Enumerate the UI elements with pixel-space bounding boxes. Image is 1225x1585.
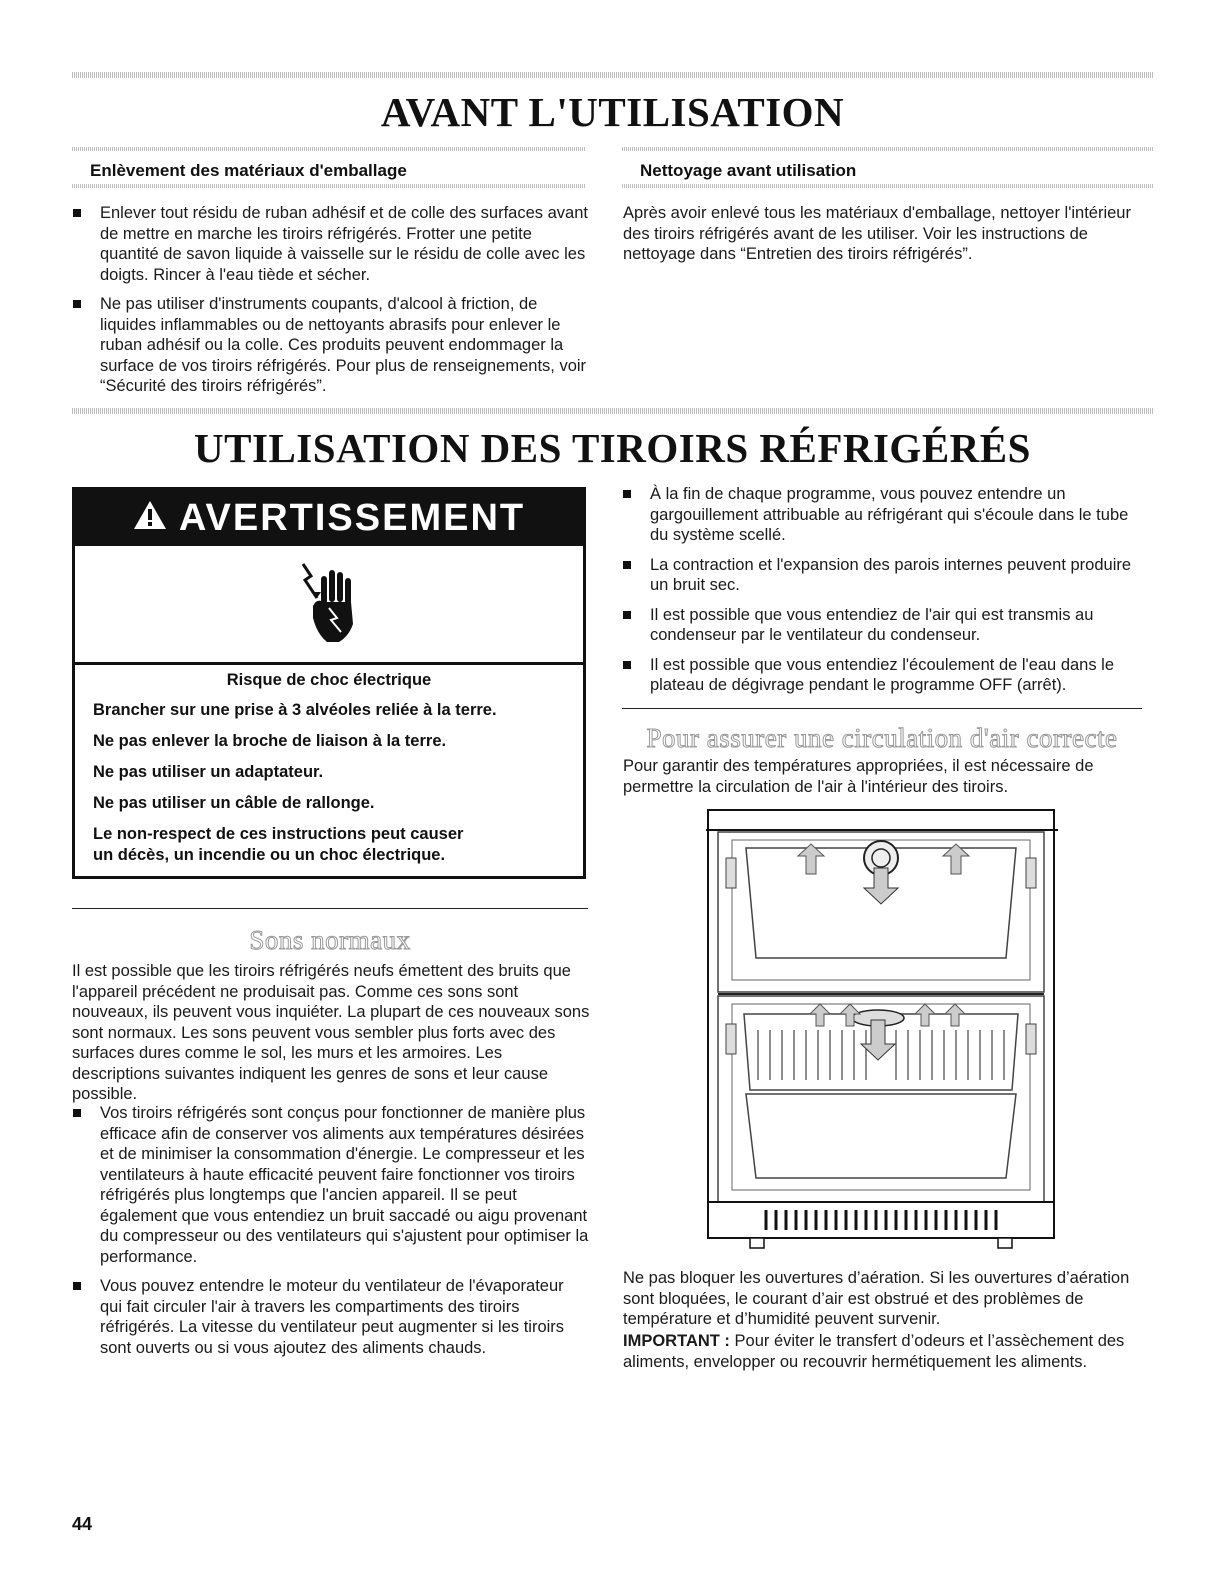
airflow-after: Ne pas bloquer les ouvertures d’aération. Si les ouvertures d’aération sont bloquées, le courant d’air est obstrué et des problèmes de température et d’humidité peuvent survenir. <box>623 1269 1130 1328</box>
warning-triangle-icon <box>133 497 167 540</box>
section-title-utilisation: UTILISATION DES TIROIRS RÉFRIGÉRÉS <box>194 425 1031 471</box>
heading-nettoyage: Nettoyage avant utilisation <box>640 161 857 180</box>
left-heading-rule-bottom <box>72 184 586 188</box>
airflow-intro: Pour garantir des températures appropriées, il est nécessaire de permettre la circulation de l'air à l'intérieur des tiroirs. <box>623 757 1094 796</box>
electric-shock-hand-icon <box>299 562 361 653</box>
nettoyage-text: Après avoir enlevé tous les matériaux d'emballage, nettoyer l'intérieur des tiroirs réfrigérés avant de les utiliser. Voir les instructions de nettoyage dans “Entretien des tiroirs réfrigérés”. <box>623 204 1131 263</box>
list-item: Ne pas utiliser d'instruments coupants, d'alcool à friction, de liquides inflammables ou de nettoyants abrasifs pour enlever le ruban adhésif ou la colle. Ces produits peuvent endommager la surface de vos tiroirs réfrigérés. Pour plus de renseignements, voir “Sécurité des tiroirs réfrigérés”. <box>72 294 592 397</box>
list-item: Il est possible que vous entendiez l'écoulement de l'eau dans le plateau de dégivrage pendant le programme OFF (arrêt). <box>622 655 1147 696</box>
warning-box <box>72 487 586 879</box>
page-number: 44 <box>72 1514 93 1534</box>
warning-separator <box>75 662 583 665</box>
warning-line: Ne pas utiliser un adaptateur. <box>93 763 324 781</box>
warning-label: AVERTISSEMENT <box>178 496 526 539</box>
list-item: Il est possible que vous entendiez de l'air qui est transmis au condenseur par le ventilateur du condenseur. <box>622 605 1147 646</box>
sons-rule <box>72 908 588 909</box>
warning-risk: Risque de choc électrique <box>226 671 432 689</box>
bullet-icon <box>73 1109 81 1117</box>
warning-header <box>75 490 583 546</box>
bullet-icon <box>623 661 631 669</box>
bullet-icon <box>73 300 81 308</box>
refrigerated-drawers-illustration <box>706 808 1058 1255</box>
warning-line: Ne pas utiliser un câble de rallonge. <box>93 794 375 812</box>
right-heading-rule-bottom <box>622 184 1154 188</box>
section-title-avant: AVANT L'UTILISATION <box>380 89 845 135</box>
list-item: Enlever tout résidu de ruban adhésif et de colle des surfaces avant de mettre en marche les tiroirs réfrigérés. Frotter une petite quantité de savon liquide à vaisselle sur le résidu de colle avec les doigts. Rincer à l'eau tiède et sécher. <box>72 203 592 285</box>
important-text: Pour éviter le transfert d’odeurs et l’assèchement des aliments, envelopper ou recouvrir hermétiquement les aliments. <box>623 1332 1125 1371</box>
warning-consequence: Le non-respect de ces instructions peut causer <box>93 825 464 843</box>
list-item: Vos tiroirs réfrigérés sont conçus pour fonctionner de manière plus efficace afin de conserver vos aliments aux températures désirées et de minimiser la consommation d'énergie. Le compresseur et les ventilateurs à haute efficacité peuvent faire fonctionner vos tiroirs réfrigérés plus longtemps que l'ancien appareil. Il se peut également que vous entendiez un bruit saccadé ou aigu provenant du compresseur ou des ventilateurs qui s'ajustent pour optimiser la performance. <box>72 1103 590 1267</box>
warning-line: Ne pas enlever la broche de liaison à la terre. <box>93 732 447 750</box>
emballage-list <box>72 203 592 406</box>
bullet-icon <box>623 611 631 619</box>
bullet-icon <box>623 561 631 569</box>
airflow-important <box>623 1331 1143 1372</box>
important-label: IMPORTANT : <box>623 1332 730 1350</box>
list-item: Vous pouvez entendre le moteur du ventilateur de l'évaporateur qui fait circuler l'air à travers les compartiments des tiroirs réfrigérés. La vitesse du ventilateur peut augmenter si les tiroirs sont ouverts ou si vous ajoutez des aliments chauds. <box>72 1276 590 1358</box>
airflow-rule <box>622 708 1142 709</box>
list-item: À la fin de chaque programme, vous pouvez entendre un gargouillement attribuable au réfrigérant qui s'écoule dans le tube du système scellé. <box>622 484 1147 546</box>
section2-rule <box>72 408 1154 414</box>
left-heading-rule-top <box>72 147 586 151</box>
warning-consequence: un décès, un incendie ou un choc électrique. <box>93 846 446 864</box>
heading-emballage: Enlèvement des matériaux d'emballage <box>90 161 407 180</box>
top-rule <box>72 72 1154 78</box>
heading-circulation-air: Pour assurer une circulation d'air correcte <box>646 723 1118 753</box>
sons-list <box>72 1103 590 1367</box>
bullet-icon <box>73 209 81 217</box>
right-heading-rule-top <box>622 147 1154 151</box>
heading-sons-normaux: Sons normaux <box>249 925 411 955</box>
warning-line: Brancher sur une prise à 3 alvéoles reliée à la terre. <box>93 701 497 719</box>
bullet-icon <box>73 1282 81 1290</box>
sons-intro: Il est possible que les tiroirs réfrigérés neufs émettent des bruits que l'appareil précédent ne produisait pas. Comme ces sons sont nouveaux, ils peuvent vous inquiéter. La plupart de ces nouveaux sons sont normaux. Les sons peuvent vous sembler plus forts avec des surfaces dures comme le sol, les murs et les armoires. Les descriptions suivantes indiquent les genres de sons et leur cause possible. <box>72 962 590 1103</box>
sounds-list-right <box>622 484 1147 705</box>
list-item: La contraction et l'expansion des parois internes peuvent produire un bruit sec. <box>622 555 1147 596</box>
bullet-icon <box>623 490 631 498</box>
